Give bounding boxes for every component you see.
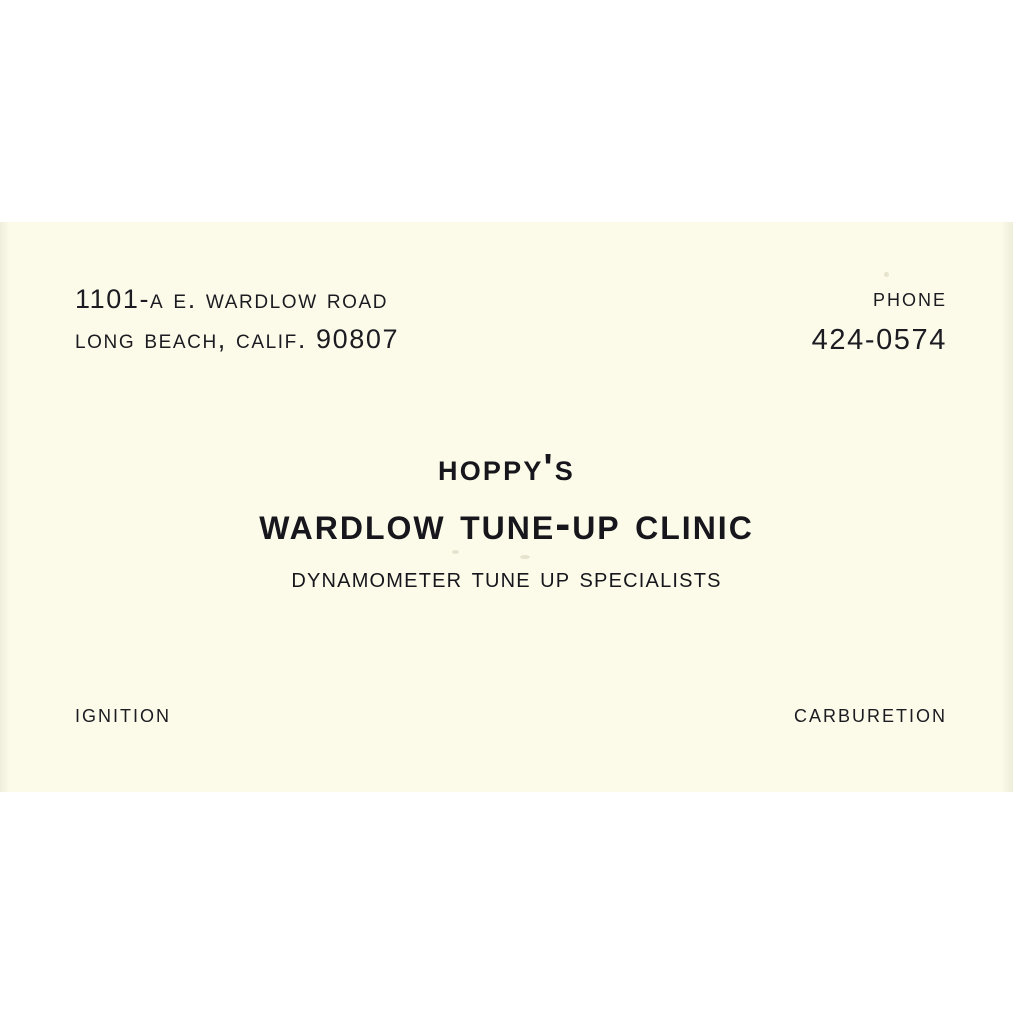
business-name-block <box>0 447 1013 595</box>
scan-speck <box>884 272 889 277</box>
phone-number: 424-0574 <box>811 324 947 356</box>
card-content <box>0 222 1013 792</box>
services-row <box>75 700 947 729</box>
service-left: ignition <box>75 700 171 728</box>
address-line-2: long beach, calif. 90807 <box>75 323 400 354</box>
business-card <box>0 222 1013 792</box>
business-tagline: dynamometer tune up specialists <box>291 562 722 594</box>
address-block <box>75 280 399 360</box>
card-header <box>75 280 947 362</box>
phone-label: phone <box>872 284 947 312</box>
phone-block <box>812 280 947 362</box>
business-name-line-1: hoppy's <box>438 447 575 489</box>
address-line-1: 1101-a e. wardlow road <box>75 284 389 314</box>
business-name-line-2: wardlow tune-up clinic <box>259 498 754 549</box>
service-right: carburetion <box>793 700 947 728</box>
